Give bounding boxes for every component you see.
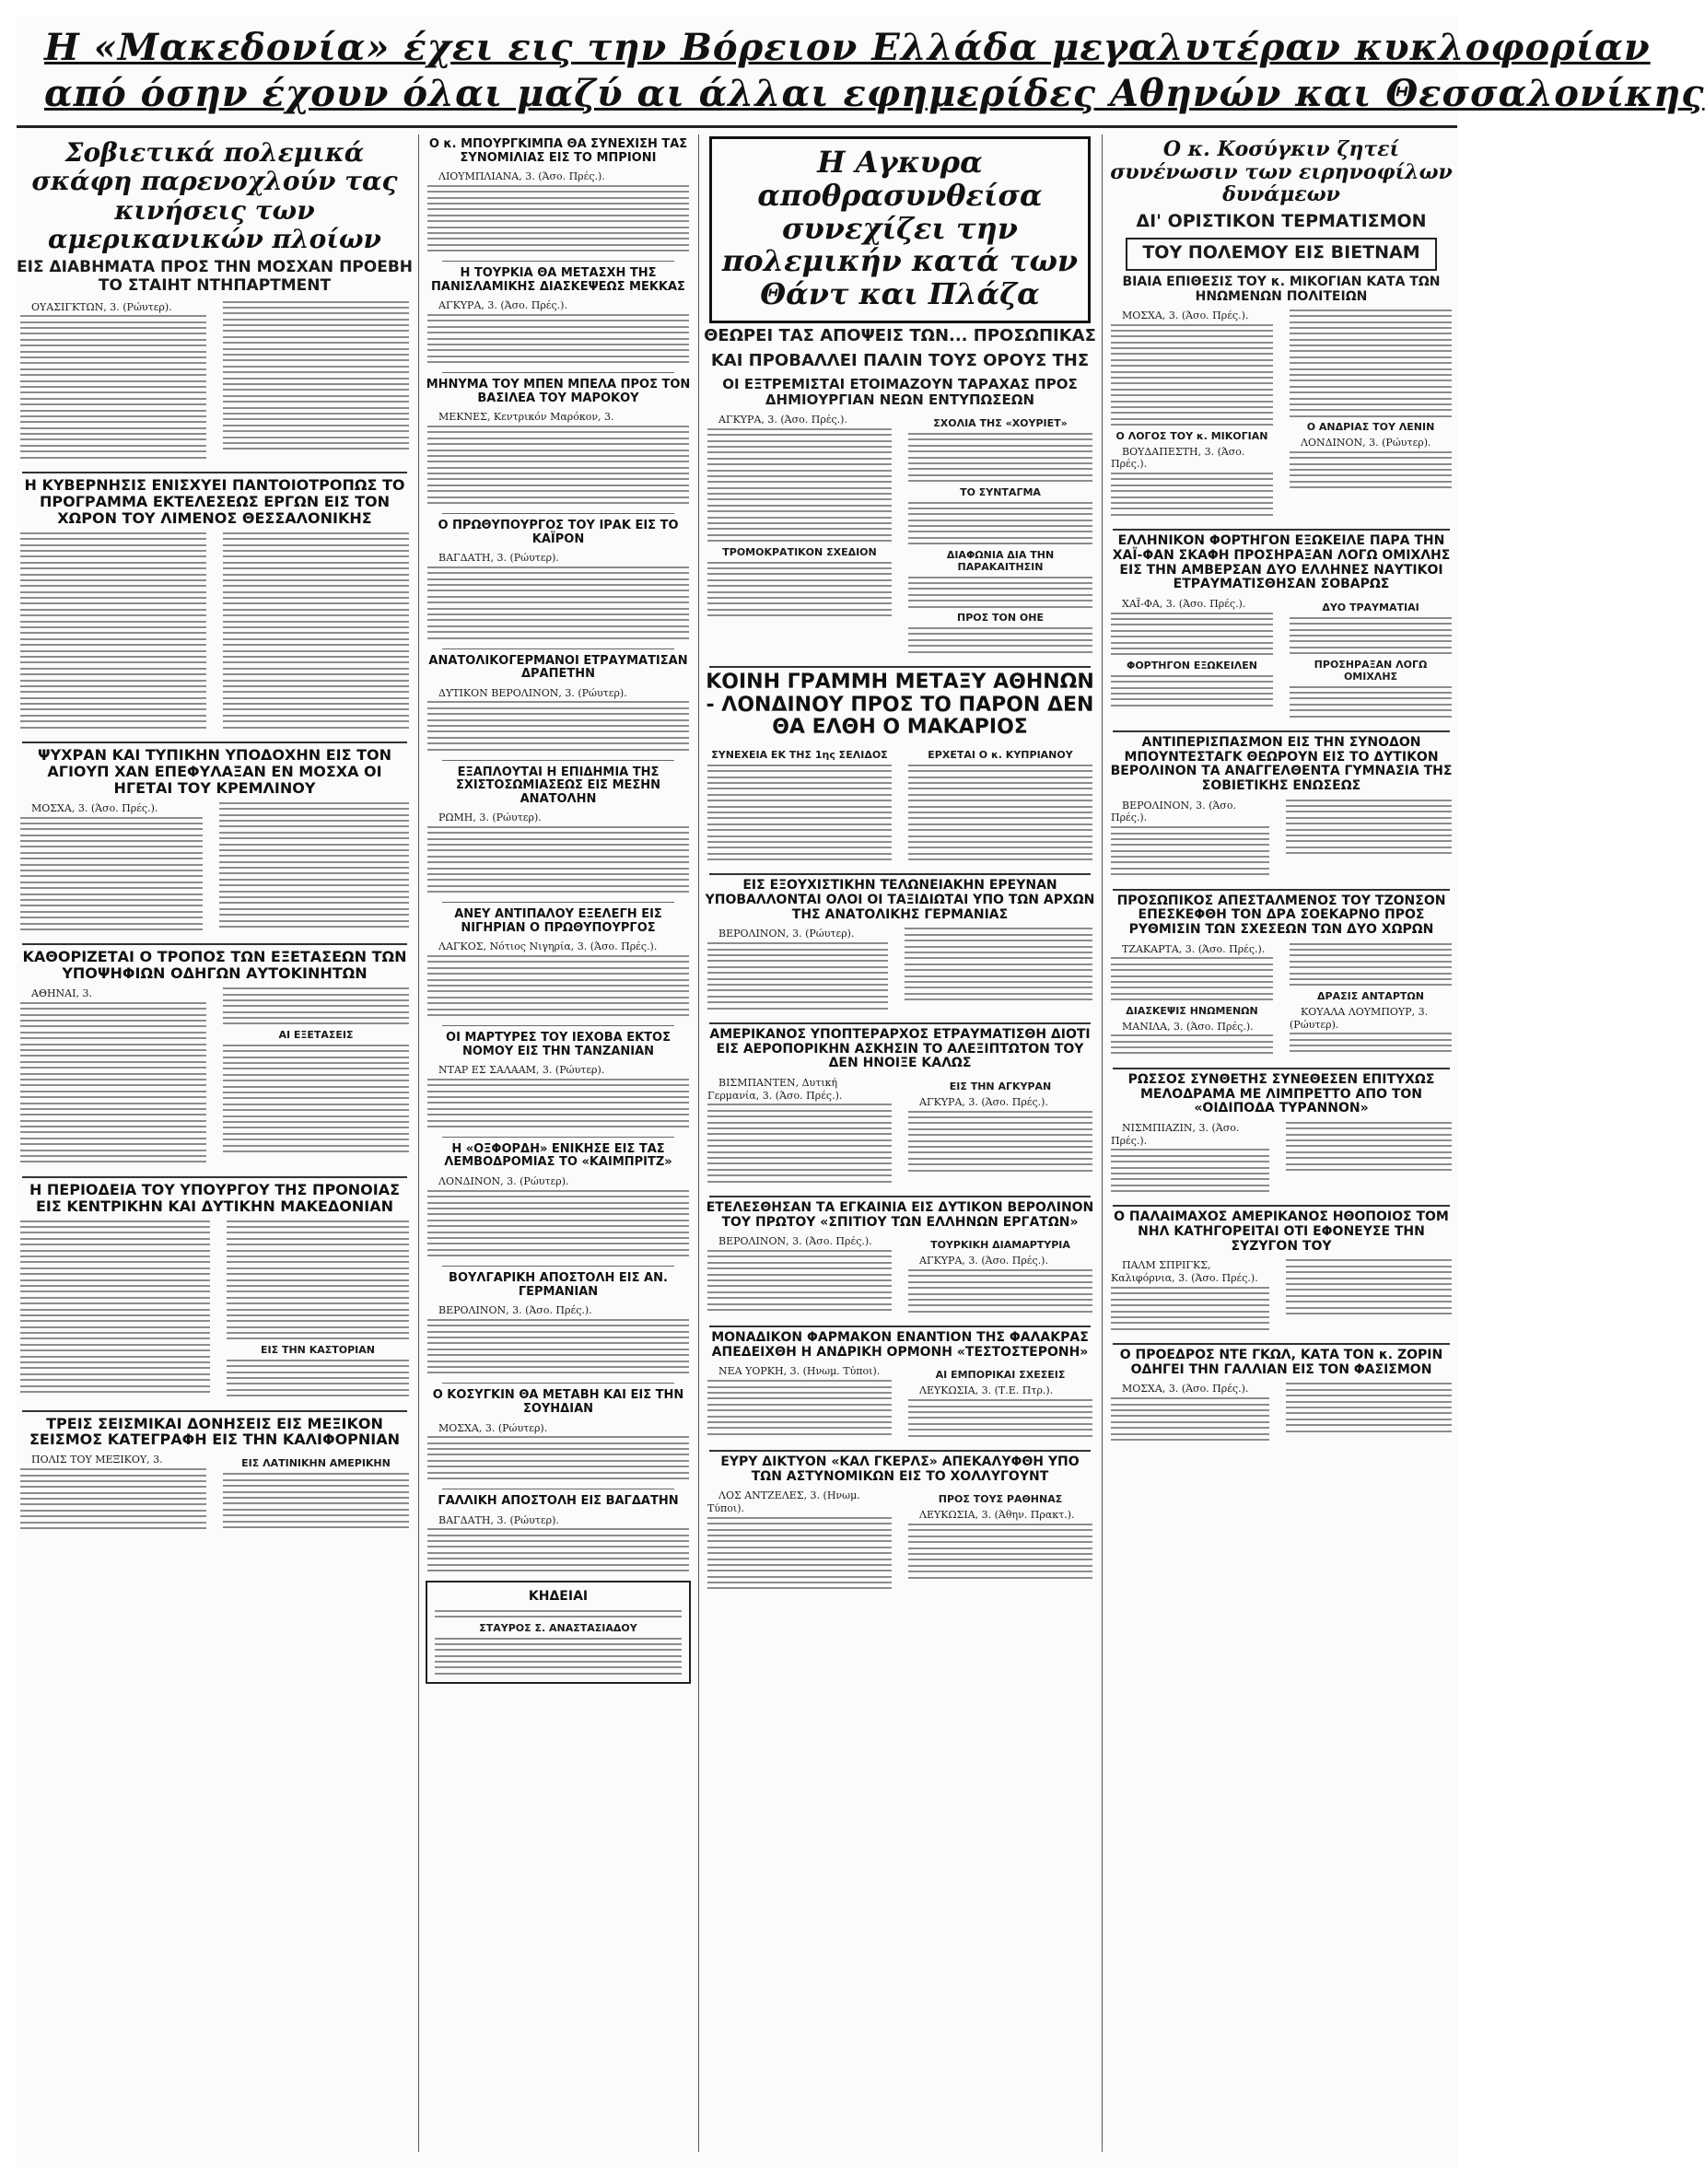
headline: ΚΟΙΝΗ ΓΡΑΜΜΗ ΜΕΤΑΞΥ ΑΘΗΝΩΝ - ΛΟΝΔΙΝΟΥ ΠΡΟΣ ΤΟ ΠΑΡΟΝ ΔΕΝ ΘΑ ΕΛΘΗ Ο ΜΑΚΑΡΙΟΣ <box>706 670 1094 740</box>
section-subheading: ΤΡΟΜΟΚΡΑΤΙΚΟΝ ΣΧΕΔΙΟΝ <box>722 545 877 558</box>
subheadline: ΚΑΙ ΠΡΟΒΑΛΛΕΙ ΠΑΛΙΝ ΤΟΥΣ ΟΡΟΥΣ ΤΗΣ <box>710 350 1090 370</box>
section-subheading: ΕΙΣ ΛΑΤΙΝΙΚΗΝ ΑΜΕΡΙΚΗΝ <box>241 1457 391 1470</box>
section-subheading: ΣΧΟΛΙΑ ΤΗΣ «ΧΟΥΡΙΕΤ» <box>933 417 1068 430</box>
section-subheading: ΤΟ ΣΥΝΤΑΓΜΑ <box>960 485 1041 498</box>
dateline: ΤΖΑΚΑΡΤΑ, 3. (Άσο. Πρές.). <box>1122 942 1266 955</box>
dateline: ΒΟΥΔΑΠΕΣΤΗ, 3. (Άσο. Πρές.). <box>1111 445 1245 471</box>
section-subheading: ΕΙΣ ΤΗΝ ΑΓΚΥΡΑΝ <box>949 1080 1052 1092</box>
article-ben-bella <box>424 379 693 504</box>
article-epidemic <box>424 766 693 893</box>
dateline: ΑΓΚΥΡΑ, 3. (Άσο. Πρές.). <box>438 299 567 312</box>
headline: ΤΡΕΙΣ ΣΕΙΣΜΙΚΑΙ ΔΟΝΗΣΕΙΣ ΕΙΣ ΜΕΞΙΚΟΝ ΣΕΙΣΜΟΣ ΚΑΤΕΓΡΑΦΗ ΕΙΣ ΤΗΝ ΚΑΛΙΦΟΡΝΙΑΝ <box>29 1414 401 1449</box>
dateline: ΟΥΑΣΙΓΚΤΩΝ, 3. (Ρώυτερ). <box>31 300 172 313</box>
article-bundestag <box>1107 736 1455 880</box>
dateline: ΑΓΚΥΡΑ, 3. (Άσο. Πρές.). <box>718 414 847 426</box>
section-subheading: ΔΥΟ ΤΡΑΥΜΑΤΙΑΙ <box>1322 601 1419 613</box>
section-subheading: ΠΡΟΣ ΤΟΝ ΟΗΕ <box>957 612 1044 624</box>
banner-line-2: από όσην έχουν όλαι μαζύ αι άλλαι εφημερίδες Αθηνών και Θεσσαλονίκης <box>44 72 1705 115</box>
headline: Ο κ. ΜΠΟΥΡΓΚΙΜΠΑ ΘΑ ΣΥΝΕΧΙΣΗ ΤΑΣ ΣΥΝΟΜΙΛΙΑΣ ΕΙΣ ΤΟ ΜΠΡΙΟΝΙ <box>428 137 688 165</box>
headline: Η ΚΥΒΕΡΝΗΣΙΣ ΕΝΙΣΧΥΕΙ ΠΑΝΤΟΙΟΤΡΟΠΩΣ ΤΟ ΠΡΟΓΡΑΜΜΑ ΕΚΤΕΛΕΣΕΩΣ ΕΡΓΩΝ ΕΙΣ ΤΟΝ ΧΩΡΟΝ ΤΟΥ ΛΙΜΕΝΟΣ ΘΕΣΣΑΛΟΝΙΚΗΣ <box>24 476 405 527</box>
headline: Η «ΟΞΦΟΡΔΗ» ΕΝΙΚΗΣΕ ΕΙΣ ΤΑΣ ΛΕΜΒΟΔΡΟΜΙΑΣ ΤΟ «ΚΑΙΜΠΡΙΤΖ» <box>444 1141 672 1170</box>
column-divider <box>418 134 419 2152</box>
headline: ΕΛΛΗΝΙΚΟΝ ΦΟΡΤΗΓΟΝ ΕΞΩΚΕΙΛΕ ΠΑΡΑ ΤΗΝ ΧΑΪ-ΦΑΝ ΣΚΑΦΗ ΠΡΟΣΗΡΑΞΑΝ ΛΟΓΩ ΟΜΙΧΛΗΣ ΕΙΣ ΤΗΝ ΑΜΒΕΡΣΑΝ ΔΥΟ ΕΛΛΗΝΕΣ ΝΑΥΤΙΚΟΙ ΕΤΡΑΥΜΑΤΙΣΘΗΣΑΝ ΣΟΒΑΡΩΣ <box>1112 533 1451 592</box>
article-tom-neal <box>1107 1210 1455 1334</box>
dateline: ΒΕΡΟΛΙΝΟΝ, 3. (Ρώυτερ). <box>718 928 855 940</box>
headline: Η Αγκυρα αποθρασυνθείσα συνεχίζει την πολεμικήν κατά των Θάντ και Πλάζα <box>721 145 1079 312</box>
headline: Η ΤΟΥΡΚΙΑ ΘΑ ΜΕΤΑΣΧΗ ΤΗΣ ΠΑΝΙΣΛΑΜΙΚΗΣ ΔΙΑΣΚΕΨΕΩΣ ΜΕΚΚΑΣ <box>431 266 685 294</box>
headline: Ο ΠΡΩΘΥΠΟΥΡΓΟΣ ΤΟΥ ΙΡΑΚ ΕΙΣ ΤΟ ΚΑΪΡΟΝ <box>438 519 679 546</box>
article-bulgarian <box>424 1272 693 1373</box>
section-subheading: ΑΙ ΕΜΠΟΡΙΚΑΙ ΣΧΕΣΕΙΣ <box>935 1369 1066 1382</box>
subheadline: ΤΟΥ ΠΟΛΕΜΟΥ ΕΙΣ ΒΙΕΤΝΑΜ <box>1142 241 1420 263</box>
dateline: ΜΑΝΙΛΑ, 3. (Άσο. Πρές.). <box>1122 1020 1254 1033</box>
dateline: ΠΟΛΙΣ ΤΟΥ ΜΕΞΙΚΟΥ, 3. <box>31 1454 163 1466</box>
dateline: ΑΓΚΥΡΑ, 3. (Άσο. Πρές.). <box>919 1095 1048 1108</box>
headline: ΕΙΣ ΕΞΟΥΧΙΣΤΙΚΗΝ ΤΕΛΩΝΕΙΑΚΗΝ ΕΡΕΥΝΑΝ ΥΠΟΒΑΛΛΟΝΤΑΙ ΟΛΟΙ ΟΙ ΤΑΞΙΔΙΩΤΑΙ ΥΠΟ ΤΩΝ ΑΡΧΩΝ ΤΗΣ ΑΝΑΤΟΛΙΚΗΣ ΓΕΡΜΑΝΙΑΣ <box>705 878 1095 922</box>
article-kosygin-vietnam <box>1107 138 1455 520</box>
headline: ΒΟΥΛΓΑΡΙΚΗ ΑΠΟΣΤΟΛΗ ΕΙΣ ΑΝ. ΓΕΡΜΑΝΙΑΝ <box>449 1271 668 1299</box>
dateline: ΛΟΝΔΙΝΟΝ, 3. (Ρώυτερ). <box>1301 437 1431 450</box>
headline: ΑΝΑΤΟΛΙΚΟΓΕΡΜΑΝΟΙ ΕΤΡΑΥΜΑΤΙΣΑΝ ΔΡΑΠΕΤΗΝ <box>428 653 688 682</box>
article-ministry-tour <box>17 1182 413 1401</box>
dateline: ΛΟΣ ΑΝΤΖΕΛΕΣ, 3. (Ηνωμ. Τύποι). <box>707 1489 860 1515</box>
dateline: ΒΕΡΟΛΙΝΟΝ, 3. (Άσο. Πρές.). <box>438 1304 592 1317</box>
article-kosygin-sweden <box>424 1389 693 1479</box>
article-call-girls <box>704 1455 1096 1594</box>
dateline: ΝΤΑΡ ΕΣ ΣΑΛΑΑΜ, 3. (Ρώυτερ). <box>438 1064 605 1077</box>
article-earthquakes <box>17 1416 413 1534</box>
dateline: ΝΙΣΜΠΙΑΖΙΝ, 3. (Άσο. Πρές.). <box>1111 1121 1240 1147</box>
dateline: ΑΓΚΥΡΑ, 3. (Άσο. Πρές.). <box>919 1255 1048 1267</box>
section-subheading: ΕΙΣ ΤΗΝ ΚΑΣΤΟΡΙΑΝ <box>261 1343 375 1356</box>
dateline: ΛΕΥΚΩΣΙΑ, 3. (Άθην. Πρακτ.). <box>919 1509 1075 1522</box>
section-subheading: ΣΥΝΕΧΕΙΑ ΕΚ ΤΗΣ 1ης ΣΕΛΙΔΟΣ <box>711 748 888 761</box>
dateline: ΜΕΚΝΕΣ, Κεντρικόν Μαρόκον, 3. <box>438 411 614 424</box>
headline: ΕΞΑΠΛΟΥΤΑΙ Η ΕΠΙΔΗΜΙΑ ΤΗΣ ΣΧΙΣΤΟΣΩΜΙΑΣΕΩΣ ΕΙΣ ΜΕΣΗΝ ΑΝΑΤΟΛΗΝ <box>455 765 661 806</box>
column-divider <box>1102 134 1103 2152</box>
subheadline: ΟΙ ΕΞΤΡΕΜΙΣΤΑΙ ΕΤΟΙΜΑΖΟΥΝ ΤΑΡΑΧΑΣ ΠΡΟΣ ΔΗΜΙΟΥΡΓΙΑΝ ΝΕΩΝ ΕΝΤΥΠΩΣΕΩΝ <box>722 375 1078 408</box>
article-nigeria <box>424 908 693 1016</box>
newspaper-page <box>17 17 1705 2167</box>
dateline: ΜΟΣΧΑ, 3. (Άσο. Πρές.). <box>1122 309 1249 321</box>
article-ayub-khan <box>17 747 413 934</box>
section-subheading: ΔΡΑΣΙΣ ΑΝΤΑΡΤΩΝ <box>1317 989 1424 1002</box>
headline: ΑΝΤΙΠΕΡΙΣΠΑΣΜΟΝ ΕΙΣ ΤΗΝ ΣΥΝΟΔΟΝ ΜΠΟΥΝΤΕΣΤΑΓΚ ΘΕΩΡΟΥΝ ΕΙΣ ΤΟ ΔΥΤΙΚΟΝ ΒΕΡΟΛΙΝΟΝ ΤΑ ΑΝΑΓΓΕΛΘΕΝΤΑ ΓΥΜΝΑΣΙΑ ΤΗΣ ΣΟΒΙΕΤΙΚΗΣ ΕΝΩΣΕΩΣ <box>1110 734 1453 793</box>
subheadline: ΔΙ' ΟΡΙΣΤΙΚΟΝ ΤΕΡΜΑΤΙΣΜΟΝ <box>1136 210 1427 231</box>
article-east-germans <box>424 655 693 751</box>
article-vice-admiral <box>704 1028 1096 1186</box>
headline: ΕΥΡΥ ΔΙΚΤΥΟΝ «ΚΑΛ ΓΚΕΡΛΣ» ΑΠΕΚΑΛΥΦΘΗ ΥΠΟ ΤΩΝ ΑΣΤΥΝΟΜΙΚΩΝ ΕΙΣ ΤΟ ΧΟΛΛΥΓΟΥΝΤ <box>720 1454 1080 1484</box>
section-subheading: ΑΙ ΕΞΕΤΑΣΕΙΣ <box>278 1028 354 1041</box>
subheadline: ΘΕΩΡΕΙ ΤΑΣ ΑΠΟΨΕΙΣ ΤΩΝ... ΠΡΟΣΩΠΙΚΑΣ <box>704 326 1096 346</box>
article-bourguiba <box>424 138 693 251</box>
funerals-notice <box>426 1581 691 1684</box>
headline: ΜΟΝΑΔΙΚΟΝ ΦΑΡΜΑΚΟΝ ΕΝΑΝΤΙΟΝ ΤΗΣ ΦΑΛΑΚΡΑΣ ΑΠΕΔΕΙΧΘΗ Η ΑΝΔΡΙΚΗ ΟΡΜΟΝΗ «ΤΕΣΤΟΣΤΕΡΟΝΗ» <box>711 1330 1089 1360</box>
article-sukarno <box>1107 894 1455 1058</box>
subheadline: ΒΙΑΙΑ ΕΠΙΘΕΣΙΣ ΤΟΥ κ. ΜΙΚΟΓΙΑΝ ΚΑΤΑ ΤΩΝ ΗΝΩΜΕΝΩΝ ΠΟΛΙΤΕΙΩΝ <box>1122 274 1441 304</box>
article-driver-exams <box>17 949 413 1167</box>
dateline: ΝΕΑ ΥΟΡΚΗ, 3. (Ηνωμ. Τύποι). <box>718 1365 881 1378</box>
headline: ΨΥΧΡΑΝ ΚΑΙ ΤΥΠΙΚΗΝ ΥΠΟΔΟΧΗΝ ΕΙΣ ΤΟΝ ΑΓΙΟΥΠ ΧΑΝ ΕΠΕΦΥΛΑΞΑΝ ΕΝ ΜΟΣΧΑ ΟΙ ΗΓΕΤΑΙ ΤΟΥ ΚΡΕΜΛΙΝΟΥ <box>37 746 392 797</box>
dateline: ΛΑΓΚΟΣ, Νότιος Νιγηρία, 3. (Άσο. Πρές.). <box>438 940 658 953</box>
dateline: ΛΕΥΚΩΣΙΑ, 3. (Τ.Ε. Πτρ.). <box>919 1384 1054 1397</box>
article-athens-london <box>704 672 1096 865</box>
headline: Η ΠΕΡΙΟΔΕΙΑ ΤΟΥ ΥΠΟΥΡΓΟΥ ΤΗΣ ΠΡΟΝΟΙΑΣ ΕΙΣ ΚΕΝΤΡΙΚΗΝ ΚΑΙ ΔΥΤΙΚΗΝ ΜΑΚΕΔΟΝΙΑΝ <box>29 1180 401 1215</box>
dateline: ΛΟΝΔΙΝΟΝ, 3. (Ρώυτερ). <box>438 1175 569 1188</box>
column-4 <box>1107 134 1455 2161</box>
headline: ΡΩΣΣΟΣ ΣΥΝΘΕΤΗΣ ΣΥΝΕΘΕΣΕΝ ΕΠΙΤΥΧΩΣ ΜΕΛΟΔΡΑΜΑ ΜΕ ΛΙΜΠΡΕΤΤΟ ΑΠΟ ΤΟΝ «ΟΙΔΙΠΟΔΑ ΤΥΡΑΝΝΟΝ» <box>1127 1071 1435 1116</box>
article-oxford <box>424 1143 693 1256</box>
column-3 <box>704 134 1096 2161</box>
dateline: ΜΟΣΧΑ, 3. (Άσο. Πρές.). <box>31 801 158 814</box>
dateline: ΠΑΛΜ ΣΠΡΙΓΚΣ, Καλιφόρνια, 3. (Άσο. Πρές.). <box>1111 1259 1258 1285</box>
headline: Σοβιετικά πολεμικά σκάφη παρενοχλούν τας κινήσεις των αμερικανικών πλοίων <box>31 137 398 255</box>
headline: ΚΑΘΟΡΙΖΕΤΑΙ Ο ΤΡΟΠΟΣ ΤΩΝ ΕΞΕΤΑΣΕΩΝ ΤΩΝ ΥΠΟΨΗΦΙΩΝ ΟΔΗΓΩΝ ΑΥΤΟΚΙΝΗΤΩΝ <box>22 948 407 983</box>
dateline: ΚΟΥΑΛΑ ΛΟΥΜΠΟΥΡ, 3. (Ρώυτερ). <box>1290 1005 1429 1031</box>
dateline: ΜΟΣΧΑ, 3. (Ρώυτερ). <box>438 1421 548 1434</box>
dateline: ΡΩΜΗ, 3. (Ρώυτερ). <box>438 812 542 824</box>
dateline: ΜΟΣΧΑ, 3. (Άσο. Πρές.). <box>1122 1383 1249 1396</box>
article-iraq-pm <box>424 520 693 639</box>
dateline: ΔΥΤΙΚΟΝ ΒΕΡΟΛΙΝΟΝ, 3. (Ρώυτερ). <box>438 686 627 699</box>
headline: Ο ΠΑΛΑΙΜΑΧΟΣ ΑΜΕΡΙΚΑΝΟΣ ΗΘΟΠΟΙΟΣ ΤΟΜ ΝΗΛ ΚΑΤΗΓΟΡΕΙΤΑΙ ΟΤΙ ΕΦΟΝΕΥΣΕ ΤΗΝ ΣΥΖΥΓΟΝ ΤΟΥ <box>1114 1209 1449 1254</box>
column-divider <box>698 134 699 2152</box>
section-subheading: ΤΟΥΡΚΙΚΗ ΔΙΑΜΑΡΤΥΡΙΑ <box>930 1239 1070 1252</box>
headline: ΟΙ ΜΑΡΤΥΡΕΣ ΤΟΥ ΙΕΧΟΒΑ ΕΚΤΟΣ ΝΟΜΟΥ ΕΙΣ ΤΗΝ ΤΑΝΖΑΝΙΑΝ <box>446 1030 671 1058</box>
section-subheading: ΠΡΟΣΗΡΑΞΑΝ ΛΟΓΩ ΟΜΙΧΛΗΣ <box>1314 658 1428 683</box>
section-subheading: ΦΟΡΤΗΓΟΝ ΕΞΩΚΕΙΛΕΝ <box>1126 659 1258 672</box>
article-port-works <box>17 477 413 732</box>
column-1 <box>17 134 413 2161</box>
headline: ΓΑΛΛΙΚΗ ΑΠΟΣΤΟΛΗ ΕΙΣ ΒΑΓΔΑΤΗΝ <box>438 1494 679 1509</box>
headline: ΜΗΝΥΜΑ ΤΟΥ ΜΠΕΝ ΜΠΕΛΑ ΠΡΟΣ ΤΟΝ ΒΑΣΙΛΕΑ ΤΟΥ ΜΑΡΟΚΟΥ <box>426 378 691 405</box>
article-soviet-ships <box>17 138 413 462</box>
subheadline: ΕΙΣ ΔΙΑΒΗΜΑΤΑ ΠΡΟΣ ΤΗΝ ΜΟΣΧΑΝ ΠΡΟΕΒΗ ΤΟ ΣΤΑΙΗΤ ΝΤΗΠΑΡΤΜΕΝΤ <box>17 258 414 295</box>
article-testosterone <box>704 1331 1096 1441</box>
masthead-banner <box>17 17 1705 128</box>
section-subheading: ΔΙΑΣΚΕΨΙΣ ΗΝΩΜΕΝΩΝ <box>1126 1004 1258 1017</box>
article-customs-search <box>704 879 1096 1012</box>
dateline: ΒΕΡΟΛΙΝΟΝ, 3. (Άσο. Πρές.). <box>718 1235 872 1248</box>
headline: Ο κ. Κοσύγκιν ζητεί συνένωσιν των ειρηνοφίλων δυνάμεων <box>1110 137 1453 207</box>
dateline: ΒΕΡΟΛΙΝΟΝ, 3. (Άσο. Πρές.). <box>1111 799 1236 824</box>
article-ankara-thant <box>704 136 1096 657</box>
dateline: ΑΘΗΝΑΙ, 3. <box>31 987 92 1000</box>
article-french-baghdad <box>424 1495 693 1571</box>
dateline: ΒΑΓΔΑΤΗ, 3. (Ρώυτερ). <box>438 1513 559 1526</box>
headline: Ο ΠΡΟΕΔΡΟΣ ΝΤΕ ΓΚΩΛ, ΚΑΤΑ ΤΟΝ κ. ΖΟΡΙΝ ΟΔΗΓΕΙ ΤΗΝ ΓΑΛΛΙΑΝ ΕΙΣ ΤΟΝ ΦΑΣΙΣΜΟΝ <box>1119 1348 1443 1377</box>
headline: ΑΝΕΥ ΑΝΤΙΠΑΛΟΥ ΕΞΕΛΕΓΗ ΕΙΣ ΝΙΓΗΡΙΑΝ Ο ΠΡΩΘΥΠΟΥΡΓΟΣ <box>454 907 662 935</box>
article-oedipus-opera <box>1107 1073 1455 1197</box>
section-subheading: ΕΡΧΕΤΑΙ Ο κ. ΚΥΠΡΙΑΝΟΥ <box>928 748 1073 761</box>
dateline: ΒΙΣΜΠΑΝΤΕΝ, Δυτική Γερμανία, 3. (Άσο. Πρές.). <box>707 1076 843 1102</box>
section-subheading: Ο ΑΝΔΡΙΑΣ ΤΟΥ ΛΕΝΙΝ <box>1306 421 1435 434</box>
section-subheading: ΔΙΑΦΩΝΙΑ ΔΙΑ ΤΗΝ ΠΑΡΑΚΑΙΤΗΣΙΝ <box>946 548 1055 573</box>
article-jehovah <box>424 1032 693 1127</box>
banner-line-1: Η «Μακεδονία» έχει εις την Βόρειον Ελλάδα μεγαλυτέραν κυκλοφορίαν <box>44 26 1651 69</box>
section-subheading: Ο ΛΟΓΟΣ ΤΟΥ κ. ΜΙΚΟΓΙΑΝ <box>1115 429 1268 442</box>
headline: Ο ΚΟΣΥΓΚΙΝ ΘΑ ΜΕΤΑΒΗ ΚΑΙ ΕΙΣ ΤΗΝ ΣΟΥΗΔΙΑΝ <box>432 1388 684 1416</box>
dateline: ΧΑΪ-ΦΑ, 3. (Άσο. Πρές.). <box>1122 597 1246 610</box>
deceased-name: ΣΤΑΥΡΟΣ Σ. ΑΝΑΣΤΑΣΙΑΔΟΥ <box>479 1621 637 1634</box>
headline: ΠΡΟΣΩΠΙΚΟΣ ΑΠΕΣΤΑΛΜΕΝΟΣ ΤΟΥ ΤΖΟΝΣΟΝ ΕΠΕΣΚΕΦΘΗ ΤΟΝ ΔΡΑ ΣΟΕΚΑΡΝΟ ΠΡΟΣ ΡΥΘΜΙΣΙΝ ΤΩΝ ΣΧΕΣΕΩΝ ΤΩΝ ΔΥΟ ΧΩΡΩΝ <box>1116 893 1446 937</box>
headline: ΑΜΕΡΙΚΑΝΟΣ ΥΠΟΠΤΕΡΑΡΧΟΣ ΕΤΡΑΥΜΑΤΙΣΘΗ ΔΙΟΤΙ ΕΙΣ ΑΕΡΟΠΟΡΙΚΗΝ ΑΣΚΗΣΙΝ ΤΟ ΑΛΕΞΙΠΤΩΤΟΝ ΤΟΥ ΔΕΝ ΗΝΟΙΞΕ ΚΑΛΩΣ <box>709 1026 1091 1071</box>
dateline: ΛΙΟΥΜΠΛΙΑΝΑ, 3. (Άσο. Πρές.). <box>438 170 605 183</box>
headline: ΚΗΔΕΙΑΙ <box>528 1589 589 1605</box>
section-subheading: ΠΡΟΣ ΤΟΥΣ ΡΑΘΗΝΑΣ <box>938 1493 1063 1506</box>
dateline: ΒΑΓΔΑΤΗ, 3. (Ρώυτερ). <box>438 552 559 565</box>
article-greek-workers-house <box>704 1201 1096 1316</box>
headline: ΕΤΕΛΕΣΘΗΣΑΝ ΤΑ ΕΓΚΑΙΝΙΑ ΕΙΣ ΔΥΤΙΚΟΝ ΒΕΡΟΛΙΝΟΝ ΤΟΥ ΠΡΩΤΟΥ «ΣΠΙΤΙΟΥ ΤΩΝ ΕΛΛΗΝΩΝ ΕΡΓΑΤΩΝ» <box>706 1199 1094 1230</box>
article-de-gaulle <box>1107 1349 1455 1444</box>
article-turkey-mecca <box>424 267 693 363</box>
column-2 <box>424 134 693 2161</box>
article-greek-freighter <box>1107 534 1455 721</box>
